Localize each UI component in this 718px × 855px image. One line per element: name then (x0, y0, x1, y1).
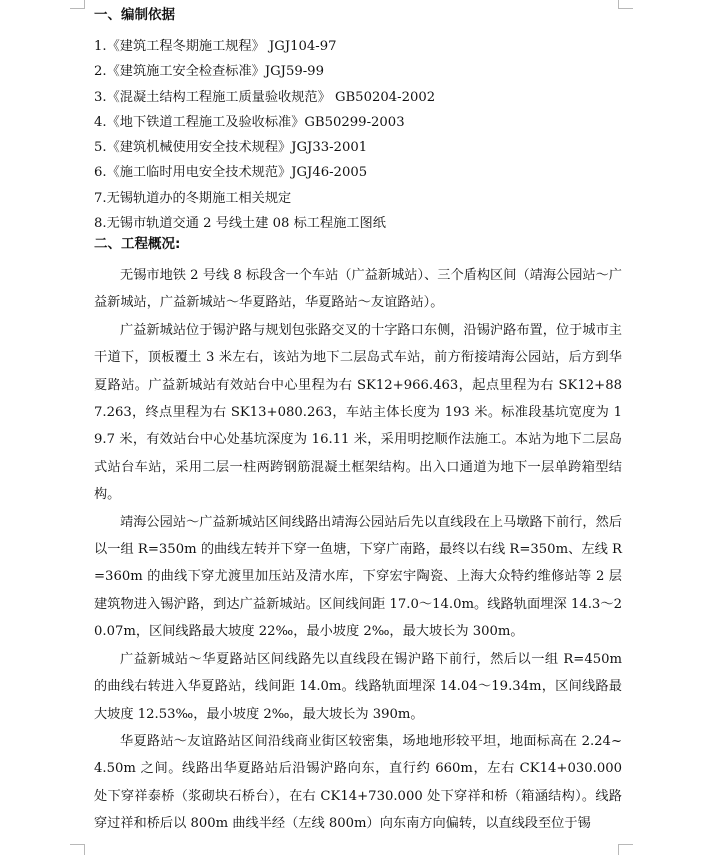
reference-item: 6.《施工临时用电安全技术规范》JGJ46-2005 (94, 165, 368, 181)
page-corner-mark-top-left (70, 0, 85, 9)
reference-item: 3.《混凝土结构工程施工质量验收规范》 GB50204-2002 (94, 89, 436, 105)
overview-body (94, 262, 622, 838)
section-heading-basis: 一、编制依据 (94, 7, 175, 23)
section-heading-overview: 二、工程概况: (94, 236, 181, 252)
page-corner-mark-bottom-right (618, 844, 633, 855)
reference-list (94, 34, 435, 236)
reference-item: 1.《建筑工程冬期施工规程》 JGJ104-97 (94, 39, 337, 54)
overview-paragraph: 无锡市地铁 2 号线 8 标段含一个车站（广益新城站）、三个盾构区间（靖海公园站～广益新城站，广益新城站～华夏路站，华夏路站～友谊路站）。 (94, 268, 622, 311)
overview-paragraph: 华夏路站～友谊路站区间沿线商业街区较密集，场地地形较平坦，地面标高在 2.24~4.50m 之间。线路出华夏路站后沿锡沪路向东，直行约 660m，左右 CK14+030.000 处下穿祥泰桥（浆砌块石桥台），在右 CK14+730.000 处下穿祥和桥（箱涵结构）。线路穿过祥和桥后以 800m 曲线半经（左线 800m）向东南方向偏转，以直线段至位于锡 (94, 733, 622, 832)
reference-item: 7.无锡轨道办的冬期施工相关规定 (94, 190, 292, 206)
reference-item: 5.《建筑机械使用安全技术规程》JGJ33-2001 (94, 140, 368, 156)
reference-item: 4.《地下铁道工程施工及验收标准》GB50299-2003 (94, 114, 405, 130)
page-corner-mark-bottom-left (70, 844, 85, 855)
overview-paragraph: 广益新城站～华夏路站区间线路先以直线段在锡沪路下前行，然后以一组 R=450m 的曲线右转进入华夏路站，线间距 14.0m。线路轨面埋深 14.04～19.34m，区间线路最大坡度 12.53‰，最小坡度 2‰，最大坡长为 390m。 (94, 651, 622, 722)
overview-paragraph: 广益新城站位于锡沪路与规划包张路交叉的十字路口东侧，沿锡沪路布置，位于城市主干道下，顶板覆土 3 米左右，该站为地下二层岛式车站，前方衔接靖海公园站，后方到华夏路站。广益新城站有效站台中心里程为右 SK12+966.463，起点里程为右 SK12+887.263，终点里程为右 SK13+080.263，车站主体长度为 193 米。标准段基坑宽度为 19.7 米，有效站台中心处基坑深度为 16.11 米，采用明挖顺作法施工。本站为地下二层岛式站台车站，采用二层一柱两跨钢筋混凝土框架结构。出入口通道为地下一层单跨箱型结构。 (94, 322, 622, 503)
overview-paragraph: 靖海公园站～广益新城站区间线路出靖海公园站后先以直线段在上马墩路下前行，然后以一组 R=350m 的曲线左转并下穿一鱼塘，下穿广南路，最终以右线 R=350m、左线 R=360m 的曲线下穿尤渡里加压站及清水库，下穿宏宇陶瓷、上海大众特约维修站等 2 层建筑物进入锡沪路，到达广益新城站。区间线间距 17.0～14.0m。线路轨面埋深 14.3～20.07m，区间线路最大坡度 22‰，最小坡度 2‰，最大坡长为 300m。 (94, 514, 622, 640)
reference-item: 2.《建筑施工安全检查标准》JGJ59-99 (94, 64, 324, 80)
page-corner-mark-top-right (618, 0, 633, 9)
reference-item: 8.无锡市轨道交通 2 号线土建 08 标工程施工图纸 (94, 216, 386, 232)
